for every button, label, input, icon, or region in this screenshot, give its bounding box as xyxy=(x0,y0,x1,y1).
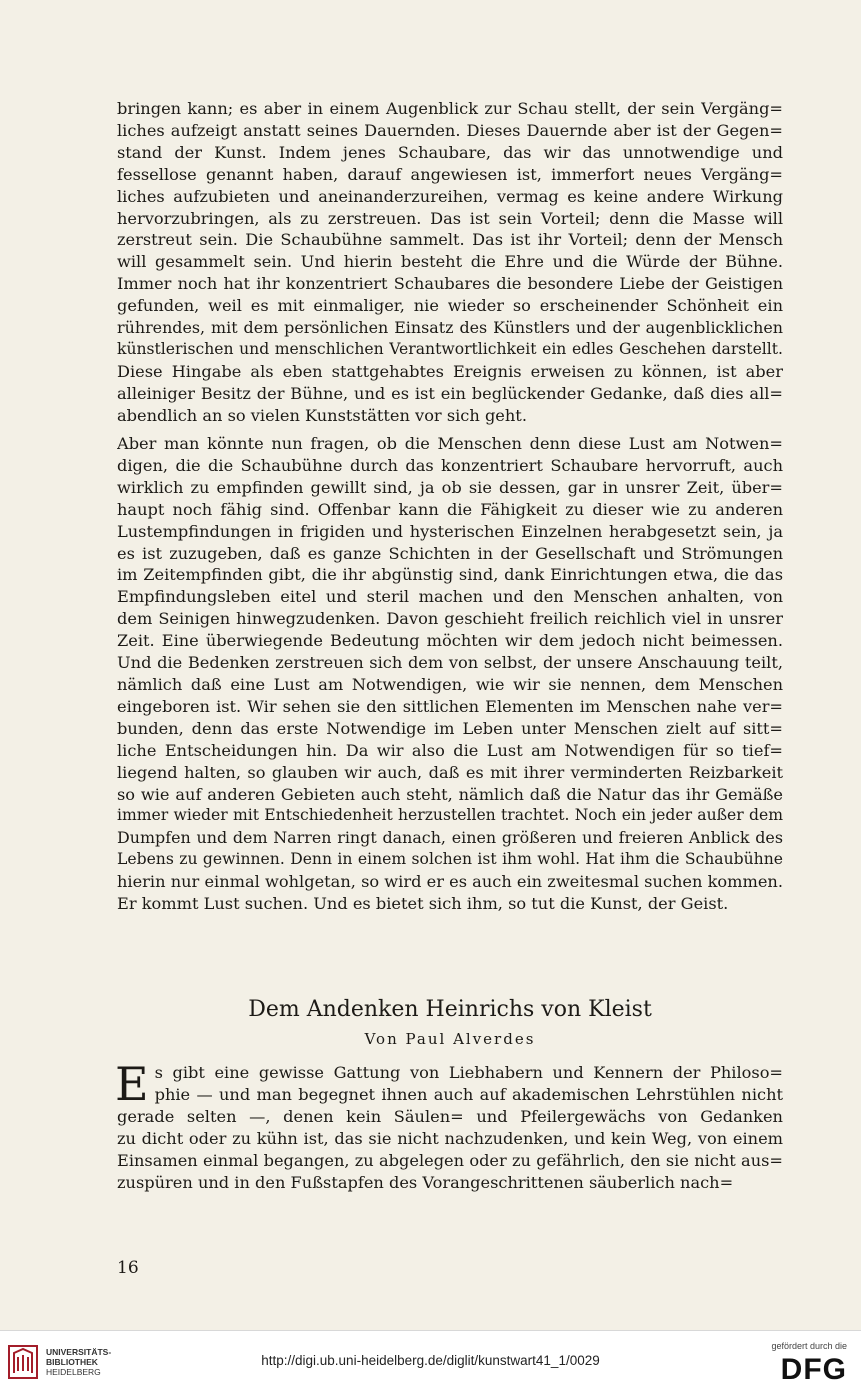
text-line: liche Entscheidungen hin. Da wir also die Lust am Notwendigen für so tief= xyxy=(117,740,783,760)
page-number: 16 xyxy=(117,1258,139,1278)
text-line: bringen kann; es aber in einem Augenblick zur Schau stellt, der sein Vergäng= xyxy=(117,99,783,118)
text-line: haupt noch fähig sind. Offenbar kann die Fähigkeit zu dieser wie zu anderen xyxy=(117,499,783,519)
text-line: zuspüren und in den Fußstapfen des Vorangeschrittenen säuberlich nach= xyxy=(117,1172,734,1192)
text-line: Diese Hingabe als eben stattgehabtes Ereignis erweisen zu können, ist aber xyxy=(117,361,783,381)
text-line: Immer noch hat ihr konzentriert Schaubares die besondere Liebe der Geistigen xyxy=(117,274,783,294)
paragraph-2 xyxy=(117,433,783,915)
text-line: rührendes, mit dem persönlichen Einsatz des Künstlers und der augenblicklichen xyxy=(117,318,783,338)
text-line: Dumpfen und dem Narren ringt danach, einen größeren und freieren Anblick des xyxy=(117,828,783,848)
footer-bar xyxy=(0,1330,861,1393)
drop-cap: E xyxy=(115,1057,149,1111)
text-line: gerade selten —, denen kein Säulen= und Pfeilergewächs von Gedanken xyxy=(117,1106,783,1126)
source-url-link[interactable]: http://digi.ub.uni-heidelberg.de/diglit/kunstwart41_1/0029 xyxy=(261,1353,600,1368)
text-line: stand der Kunst. Indem jenes Schaubare, das wir das unnotwendige und xyxy=(117,142,783,162)
text-line: hervorzubringen, als zu zerstreuen. Das ist sein Vorteil; denn die Masse will xyxy=(117,208,783,228)
text-line: will gesammelt sein. Und hierin besteht die Ehre und die Würde der Bühne. xyxy=(117,252,783,272)
text-line: im Zeitempfinden gibt, die ihr abgünstig sind, dank Einrichtungen etwa, die das xyxy=(117,565,783,585)
text-line: Zeit. Eine überwiegende Bedeutung möchten wir dem jedoch nicht beimessen. xyxy=(117,631,783,651)
text-line: alleiniger Besitz der Bühne, und es ist ein beglückender Gedanke, daß dies all= xyxy=(117,383,783,403)
dfg-logo: DFG xyxy=(780,1353,847,1386)
text-line: nämlich daß eine Lust am Notwendigen, wie wir sie nennen, dem Menschen xyxy=(117,674,783,694)
library-name-line-2: BIBLIOTHEK xyxy=(46,1357,98,1367)
paragraph-1 xyxy=(117,98,783,427)
article-byline: Von Paul Alverdes xyxy=(364,1030,536,1048)
text-line: zerstreut sein. Die Schaubühne sammelt. Das ist ihr Vorteil; denn der Mensch xyxy=(117,230,783,250)
text-line: wirklich zu empfinden gewillt sind, ja ob sie dessen, gar in unsrer Zeit, über= xyxy=(117,477,783,497)
text-line: bunden, denn das erste Notwendige im Leben unter Menschen zielt auf sitt= xyxy=(117,718,783,738)
text-line: Lustempfindungen in frigiden und hysterischen Einzelnen herabgesetzt sein, ja xyxy=(117,521,783,541)
text-line: hierin nur einmal wohlgetan, so wird er es auch ein zweitesmal suchen kommen. xyxy=(117,872,783,892)
text-line: Aber man könnte nun fragen, ob die Menschen denn diese Lust am Notwen= xyxy=(117,434,783,453)
text-line: immer wieder mit Entschiedenheit herzustellen trachtet. Noch ein jeder außer dem xyxy=(117,806,783,825)
text-line: liches aufzeigt anstatt seines Dauernden. Dieses Dauernde aber ist der Gegen= xyxy=(117,120,783,140)
library-name-line-1: UNIVERSITÄTS- xyxy=(46,1347,112,1357)
text-line: Einsamen einmal begangen, zu abgelegen oder zu gefährlich, den sie nicht aus= xyxy=(117,1150,783,1170)
library-name-line-3: HEIDELBERG xyxy=(46,1367,101,1377)
text-line: künstlerischen und menschlichen Verantwortlichkeit ein edles Geschehen darstellt. xyxy=(117,339,783,358)
text-line: eingeboren ist. Wir sehen sie den sittlichen Elementen im Menschen nahe ver= xyxy=(117,696,783,716)
text-line: s gibt eine gewisse Gattung von Liebhabern und Kennern der Philoso= xyxy=(154,1063,783,1082)
text-line: dem Seinigen hinwegzudenken. Davon geschieht freilich reichlich viel in unsrer xyxy=(117,609,783,629)
text-line: Empfindungsleben eitel und steril machen und den Menschen anhalten, von xyxy=(117,587,783,607)
text-line: Und die Bedenken zerstreuen sich dem von selbst, der unsere Anschauung teilt, xyxy=(117,653,783,673)
text-line: digen, die die Schaubühne durch das konzentriert Schaubare hervorruft, auch xyxy=(117,455,783,475)
text-line: abendlich an so vielen Kunststätten vor sich geht. xyxy=(117,405,527,425)
funded-by-label: gefördert durch die xyxy=(771,1341,847,1351)
text-line: liches aufzubieten und aneinanderzureihen, vermag es keine andere Wirkung xyxy=(117,186,783,206)
text-line: es ist zuzugeben, daß es ganze Schichten in der Gesellschaft und Strömungen xyxy=(117,543,783,563)
text-line: Er kommt Lust suchen. Und es bietet sich ihm, so tut die Kunst, der Geist. xyxy=(117,894,729,914)
text-line: fessellose genannt haben, darauf angewiesen ist, immerfort neues Vergäng= xyxy=(117,164,783,184)
text-line: liegend halten, so glauben wir auch, daß es mit ihrer verminderten Reizbarkeit xyxy=(117,762,783,782)
paragraph-3 xyxy=(115,1057,783,1193)
text-line: gefunden, weil es mit einmaliger, nie wieder so erscheinender Schönheit ein xyxy=(117,296,783,316)
text-line: Lebens zu gewinnen. Denn in einem solchen ist ihm wohl. Hat ihm die Schaubühne xyxy=(117,850,783,869)
text-line: zu dicht oder zu kühn ist, das sie nicht nachzudenken, und kein Weg, von einem xyxy=(117,1128,783,1148)
article-heading: Dem Andenken Heinrichs von Kleist xyxy=(248,997,652,1022)
text-line: phie — und man begegnet ihnen auch auf akademischen Lehrstühlen nicht xyxy=(154,1084,783,1104)
text-line: so wie auf anderen Gebieten auch steht, nämlich daß die Natur das ihr Gemäße xyxy=(117,784,783,804)
